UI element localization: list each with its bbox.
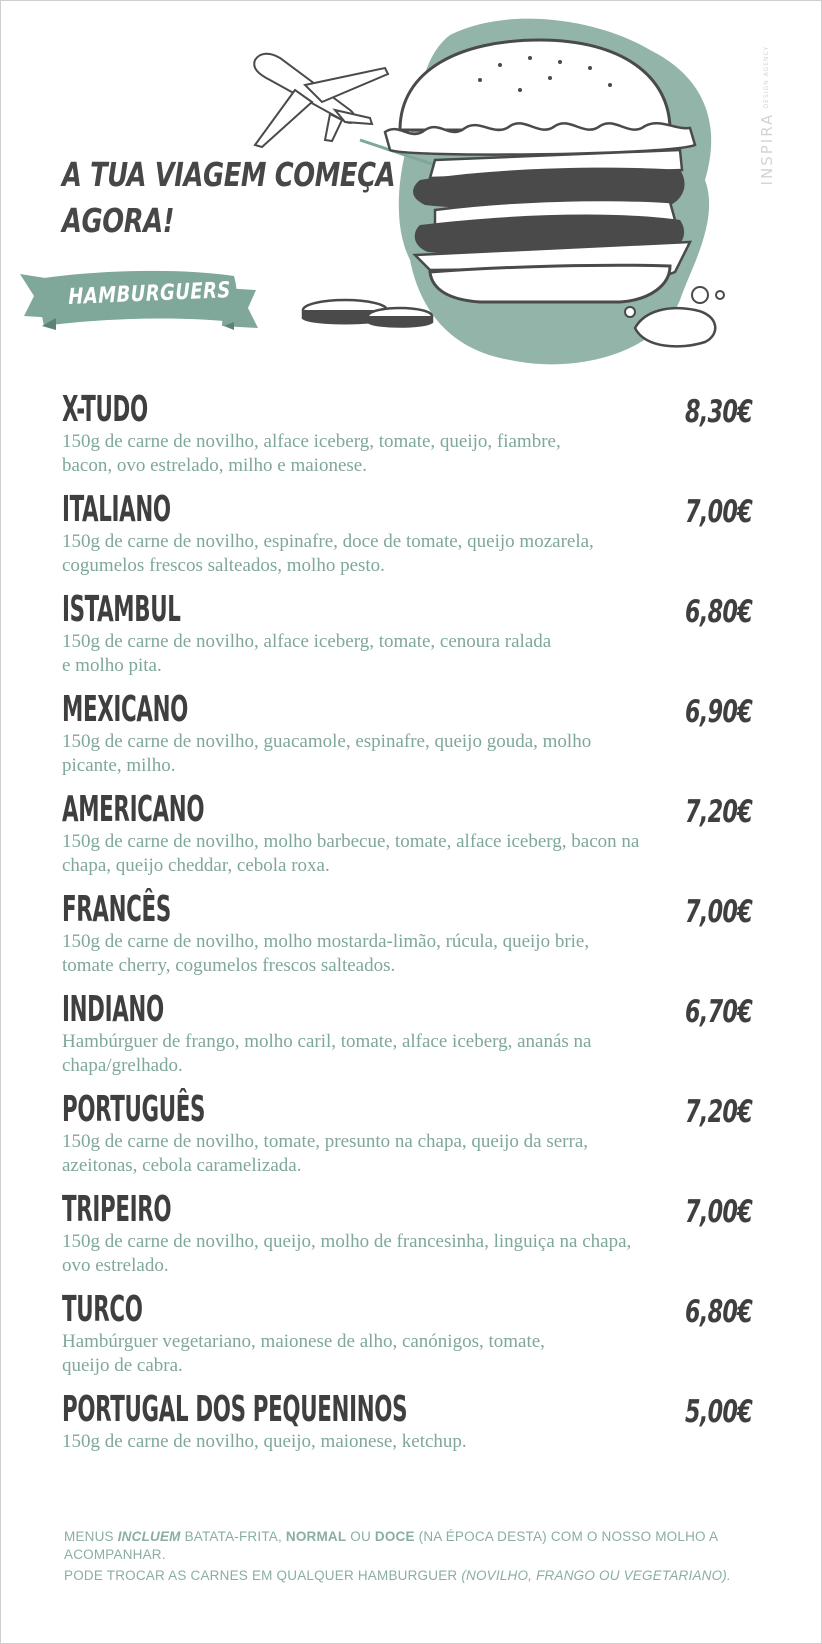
menu-item — [62, 1290, 762, 1390]
item-description: picante, milho. — [62, 755, 176, 776]
item-description: 150g de carne de novilho, queijo, maionese, ketchup. — [62, 1431, 467, 1452]
item-description: 150g de carne de novilho, espinafre, doce de tomate, queijo mozarela, — [62, 531, 594, 552]
item-price: 7,20€ — [684, 1094, 752, 1130]
tagline: A TUA VIAGEM COMEÇA AGORA! — [62, 155, 396, 240]
item-price: 7,20€ — [684, 794, 752, 830]
item-description: tomate cherry, cogumelos frescos salteados. — [62, 955, 396, 976]
item-name: X-TUDO — [62, 389, 148, 430]
item-name: AMERICANO — [62, 789, 205, 830]
item-name: PORTUGUÊS — [62, 1089, 206, 1130]
item-name: TRIPEIRO — [62, 1189, 172, 1230]
item-price: 6,80€ — [684, 1294, 752, 1330]
item-description: chapa, queijo cheddar, cebola roxa. — [62, 855, 330, 876]
brand-logo: INSPIRADESIGN AGENCY — [758, 46, 776, 186]
menu-item — [62, 590, 762, 690]
menu-notes — [64, 1528, 764, 1588]
item-description: azeitonas, cebola caramelizada. — [62, 1155, 302, 1176]
item-name: MEXICANO — [62, 689, 188, 730]
item-price: 7,00€ — [684, 494, 752, 530]
item-description: e molho pita. — [62, 655, 162, 676]
item-description: ovo estrelado. — [62, 1255, 169, 1276]
item-price: 5,00€ — [684, 1394, 752, 1430]
item-name: INDIANO — [62, 989, 164, 1030]
item-description: 150g de carne de novilho, queijo, molho de francesinha, linguiça na chapa, — [62, 1231, 632, 1252]
item-description: chapa/grelhado. — [62, 1055, 183, 1076]
item-description: 150g de carne de novilho, alface iceberg, tomate, cenoura ralada — [62, 631, 552, 652]
item-price: 6,90€ — [684, 694, 752, 730]
menu-item — [62, 1390, 762, 1490]
item-description: 150g de carne de novilho, guacamole, espinafre, queijo gouda, molho — [62, 731, 592, 752]
item-description: 150g de carne de novilho, molho mostarda-limão, rúcula, queijo brie, — [62, 931, 590, 952]
note-line: PODE TROCAR AS CARNES EM QUALQUER HAMBURGUER (NOVILHO, FRANGO OU VEGETARIANO). — [64, 1568, 731, 1583]
menu-item — [62, 490, 762, 590]
menu-item — [62, 390, 762, 490]
menu-item — [62, 690, 762, 790]
item-price: 6,80€ — [684, 594, 752, 630]
item-description: Hambúrguer de frango, molho caril, tomate, alface iceberg, ananás na — [62, 1031, 592, 1052]
item-description: queijo de cabra. — [62, 1355, 183, 1376]
item-price: 7,00€ — [684, 1194, 752, 1230]
menu-item — [62, 1090, 762, 1190]
coin-icon — [303, 300, 432, 327]
item-name: PORTUGAL DOS PEQUENINOS — [62, 1389, 408, 1430]
item-price: 6,70€ — [684, 994, 752, 1030]
item-name: FRANCÊS — [62, 889, 171, 930]
menu-item — [62, 990, 762, 1090]
item-description: bacon, ovo estrelado, milho e maionese. — [62, 455, 367, 476]
menu-item — [62, 790, 762, 890]
item-description: 150g de carne de novilho, molho barbecue, tomate, alface iceberg, bacon na — [62, 831, 640, 852]
airplane-icon — [254, 54, 388, 147]
menu-item — [62, 1190, 762, 1290]
item-name: ITALIANO — [62, 489, 171, 530]
menu-item — [62, 890, 762, 990]
section-title: HAMBURGUERS — [68, 278, 232, 310]
note-line: MENUS INCLUEM BATATA-FRITA, NORMAL OU DOCE (NA ÉPOCA DESTA) COM O NOSSO MOLHO A ACOMPANHAR. — [64, 1529, 718, 1562]
item-description: 150g de carne de novilho, alface iceberg, tomate, queijo, fiambre, — [62, 431, 561, 452]
menu-list — [62, 390, 762, 1490]
item-description: cogumelos frescos salteados, molho pesto. — [62, 555, 385, 576]
item-price: 7,00€ — [684, 894, 752, 930]
item-name: TURCO — [62, 1289, 143, 1330]
item-price: 8,30€ — [684, 394, 752, 430]
item-description: Hambúrguer vegetariano, maionese de alho, canónigos, tomate, — [62, 1331, 545, 1352]
item-name: ISTAMBUL — [62, 589, 181, 630]
item-description: 150g de carne de novilho, tomate, presunto na chapa, queijo da serra, — [62, 1131, 589, 1152]
